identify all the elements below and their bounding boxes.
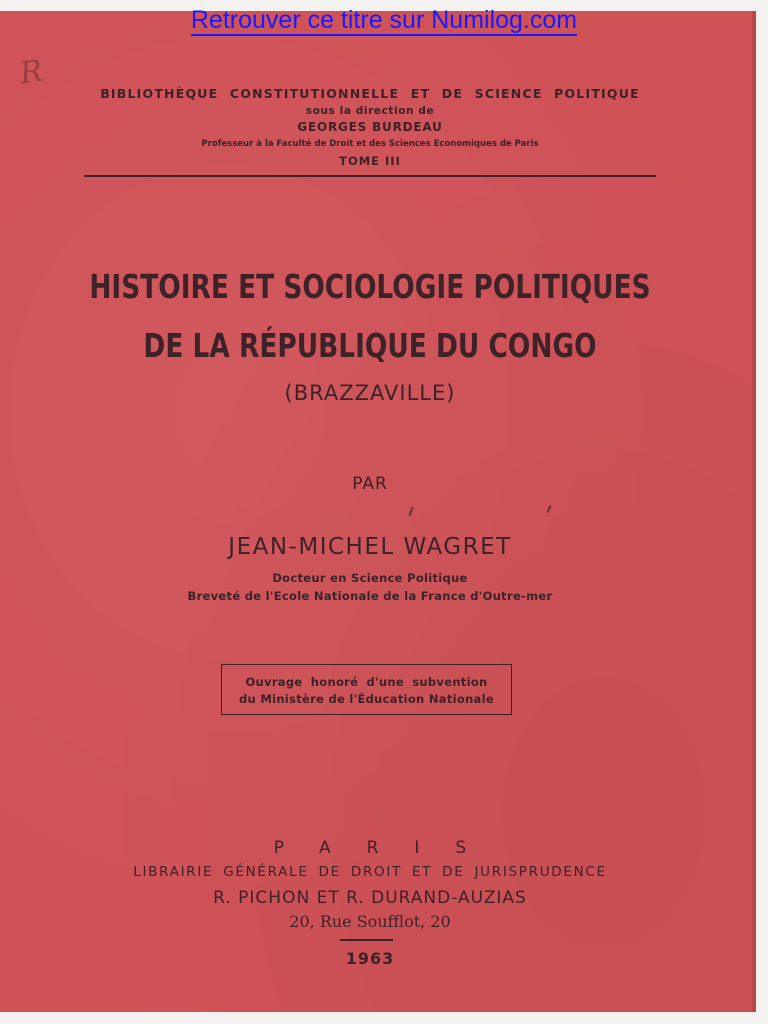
series-director-title: Professeur à la Faculté de Droit et des Sciences Economiques de Paris [201, 139, 539, 149]
numilog-link[interactable] [0, 5, 768, 36]
handwritten-mark: R [17, 53, 45, 92]
imprint-city: PARIS [273, 838, 503, 858]
publisher-address: 20, Rue Soufflot, 20 [289, 912, 451, 931]
author-by: PAR [352, 474, 388, 494]
publisher-owners: R. PICHON ET R. DURAND-AUZIAS [213, 888, 527, 908]
series-name: BIBLIOTHÈQUE CONSTITUTIONNELLE ET DE SCIENCE POLITIQUE [100, 86, 640, 101]
book-title-line2: DE LA RÉPUBLIQUE DU CONGO [143, 326, 597, 365]
publisher-name: LIBRAIRIE GÉNÉRALE DE DROIT ET DE JURISPRUDENCE [133, 864, 607, 880]
subvention-line-1: Ouvrage honoré d'une subvention [245, 675, 488, 689]
address-divider [340, 939, 393, 941]
series-direction: sous la direction de [305, 105, 435, 117]
subvention-line-2: du Ministère de l'Éducation Nationale [239, 692, 494, 706]
paper-speck [546, 505, 551, 513]
header-divider [84, 175, 656, 177]
publication-year: 1963 [345, 949, 395, 968]
author-degree-1: Docteur en Science Politique [272, 571, 468, 585]
paper-speck [409, 507, 414, 516]
numilog-link-text[interactable]: Retrouver ce titre sur Numilog.com [190, 6, 578, 34]
series-director: GEORGES BURDEAU [297, 120, 443, 134]
tome-number: TOME III [339, 154, 401, 168]
author-degree-2: Breveté de l'Ecole Nationale de la France d'Outre-mer [187, 589, 553, 603]
book-cover [0, 11, 755, 1012]
book-subtitle: (BRAZZAVILLE) [284, 381, 456, 405]
author-name: JEAN-MICHEL WAGRET [228, 534, 512, 560]
book-title-line1: HISTOIRE ET SOCIOLOGIE POLITIQUES [89, 267, 651, 306]
subvention-notice [221, 664, 512, 715]
cover-edge [752, 11, 756, 1012]
